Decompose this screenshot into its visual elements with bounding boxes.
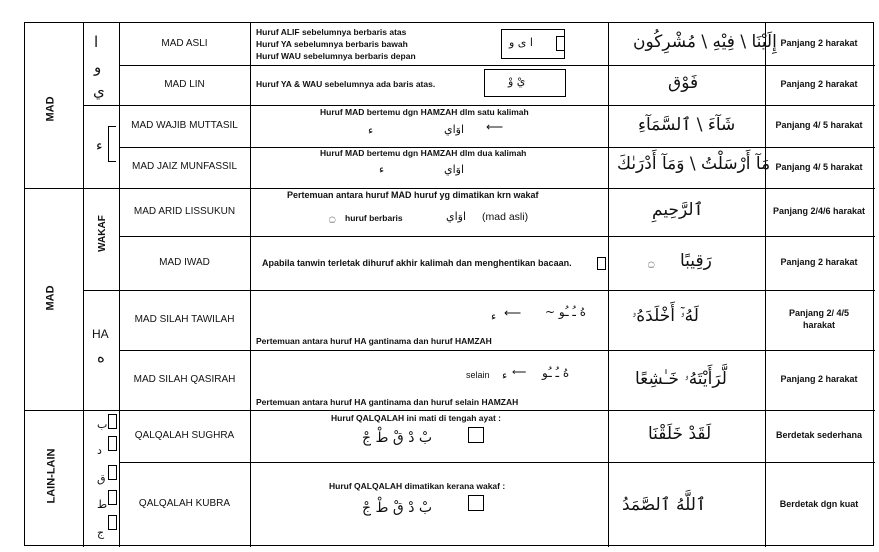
letter-ha-latin: HA [92, 327, 109, 341]
mad-arid-example: ٱلرَّحِيمِ [652, 200, 704, 220]
arrow-left-icon: ⟵ [504, 306, 522, 320]
letter-alif: ا [94, 33, 99, 51]
mad-iwad-example: رَقِيبًا [680, 251, 712, 271]
mad-jaiz-mad-letters: اوَاي [444, 163, 465, 176]
mad-silah-qasirah-label: selain [466, 370, 490, 380]
rule-name-mad-wajib-muttasil: MAD WAJIB MUTTASIL [131, 119, 238, 131]
mad-asli-length: Panjang 2 harakat [780, 38, 858, 48]
mad-lin-length: Panjang 2 harakat [780, 79, 858, 89]
letter-hamzah: ء [96, 138, 103, 154]
mad-wajib-length: Panjang 4/ 5 harakat [775, 120, 863, 130]
qalqalah-sughra-desc: Huruf QALQALAH ini mati di tengah ayat : [331, 413, 502, 423]
mad-silah-tawilah-letters: هُ ـُ ـُو ~ [545, 305, 587, 319]
mad-silah-qasirah-hamzah: ء [502, 369, 508, 382]
letter-box [108, 414, 117, 429]
qalqalah-letter-ta: ط [97, 498, 108, 511]
letter-ha-arabic: ه [97, 348, 105, 366]
letter-box [108, 465, 117, 480]
letter-wau: و [94, 58, 102, 76]
qalqalah-letter-qaf: ق [97, 472, 106, 485]
letter-box [108, 436, 117, 451]
mad-arid-desc-3: (mad asli) [482, 211, 529, 223]
mad-asli-desc-3: Huruf WAU sebelumnya berbaris depan [256, 51, 416, 61]
mad-silah-qasirah-example: لَّرَأَيْتَهُۥ خَـٰشِعًا [635, 369, 727, 389]
mad-iwad-length: Panjang 2 harakat [780, 257, 858, 267]
mad-jaiz-length: Panjang 4/ 5 harakat [775, 161, 863, 172]
arrow-left-icon: ⟵ [486, 120, 504, 134]
mad-lin-example: فَوْق [668, 73, 699, 93]
letter-box [108, 490, 117, 505]
letter-box [556, 36, 565, 51]
mad-jaiz-hamzah: ء [379, 163, 385, 176]
letter-box [108, 515, 117, 530]
mad-arid-mad-letters: اوَاي [446, 210, 467, 223]
group-label-lain-lain: LAIN-LAIN [45, 448, 58, 504]
letter-box [468, 427, 484, 443]
mad-wajib-desc: Huruf MAD bertemu dgn HAMZAH dlm satu kalimah [320, 107, 529, 117]
mad-silah-qasirah-length: Panjang 2 harakat [780, 374, 858, 384]
rule-name-mad-iwad: MAD IWAD [159, 256, 210, 268]
mad-asli-desc-1: Huruf ALIF sebelumnya berbaris atas [256, 27, 407, 37]
qalqalah-sughra-example: لَقَدْ خَلَقْنَا [648, 424, 712, 444]
qalqalah-kubra-letters: بْ دْ قْ طْ جْ [362, 500, 433, 516]
group-label-mad-1: MAD [44, 96, 57, 122]
mad-wajib-example: شَآءَ \ ٱلسَّمَآءِ [638, 115, 736, 135]
qalqalah-kubra-example: ٱللَّهُ ٱلصَّمَدُ [622, 495, 706, 515]
mad-silah-tawilah-example: لَهُۥٓ أَخْلَدَهُۥ [632, 306, 699, 326]
sukun-symbol-icon: ۝ [648, 257, 655, 269]
qalqalah-kubra-length: Berdetak dgn kuat [779, 498, 859, 509]
rule-name-mad-silah-qasirah: MAD SILAH QASIRAH [133, 373, 236, 385]
rule-name-qalqalah-sughra: QALQALAH SUGHRA [134, 429, 235, 441]
mad-silah-qasirah-letters: هُ ـُ ـُو [542, 366, 570, 380]
mad-wajib-mad-letters: اوَاي [444, 123, 465, 136]
hamzah-bracket [108, 126, 116, 162]
qalqalah-sughra-length: Berdetak sederhana [775, 430, 863, 440]
sukun-symbol-icon: ۝ [329, 212, 336, 224]
rule-name-mad-lin: MAD LIN [164, 78, 205, 90]
group-label-mad-2: MAD [44, 285, 57, 311]
mad-asli-example: إِلَيْنَا \ فِيْهِ \ مُشْرِكُون [633, 32, 777, 52]
mad-lin-desc: Huruf YA & WAU sebelumnya ada baris atas. [256, 79, 436, 89]
qalqalah-letter-jim: ج [97, 526, 105, 539]
rule-name-qalqalah-kubra: QALQALAH KUBRA [138, 498, 231, 509]
group-label-wakaf: WAKAF [96, 215, 108, 252]
rule-name-mad-silah-tawilah: MAD SILAH TAWILAH [134, 313, 235, 325]
qalqalah-kubra-desc: Huruf QALQALAH dimatikan kerana wakaf : [329, 481, 506, 491]
mad-lin-letters: يْ وْ [508, 75, 526, 88]
mad-silah-tawilah-hamzah: ء [491, 310, 497, 323]
mad-arid-desc: Pertemuan antara huruf MAD huruf yg dimatikan krn wakaf [287, 190, 539, 200]
mad-asli-desc-2: Huruf YA sebelumnya berbaris bawah [256, 39, 408, 49]
mad-silah-qasirah-desc: Pertemuan antara huruf HA gantinama dan huruf selain HAMZAH [256, 397, 519, 407]
mad-silah-tawilah-desc: Pertemuan antara huruf HA gantinama dan huruf HAMZAH [256, 336, 492, 346]
qalqalah-letter-ba: ب [97, 418, 108, 431]
rule-name-mad-asli: MAD ASLI [161, 37, 208, 49]
mad-arid-desc-2: huruf berbaris [345, 213, 403, 223]
qalqalah-sughra-letters: بْ دْ قْ طْ جْ [362, 430, 433, 446]
arrow-left-icon: ⟵ [512, 367, 527, 378]
mad-jaiz-example: مَآ أَرْسَلْتُ \ وَمَآ أَدْرَىٰكَ [617, 154, 771, 174]
letter-box [597, 257, 606, 270]
letter-box [468, 495, 484, 511]
rule-name-mad-jaiz-munfassil: MAD JAIZ MUNFASSIL [131, 161, 237, 172]
qalqalah-letter-dal: د [97, 444, 102, 457]
mad-jaiz-desc: Huruf MAD bertemu dgn HAMZAH dlm dua kalimah [320, 148, 527, 158]
mad-arid-length: Panjang 2/4/6 harakat [772, 206, 866, 216]
letter-ya: ي [93, 82, 105, 100]
mad-iwad-desc: Apabila tanwin terletak dihuruf akhir kalimah dan menghentikan bacaan. [262, 258, 572, 268]
mad-silah-tawilah-length: Panjang 2/ 4/5 harakat [788, 308, 850, 330]
mad-wajib-hamzah: ء [368, 124, 374, 137]
mad-asli-letters: ا ى و [509, 36, 533, 49]
rule-name-mad-arid-lissukun: MAD ARID LISSUKUN [133, 205, 236, 217]
